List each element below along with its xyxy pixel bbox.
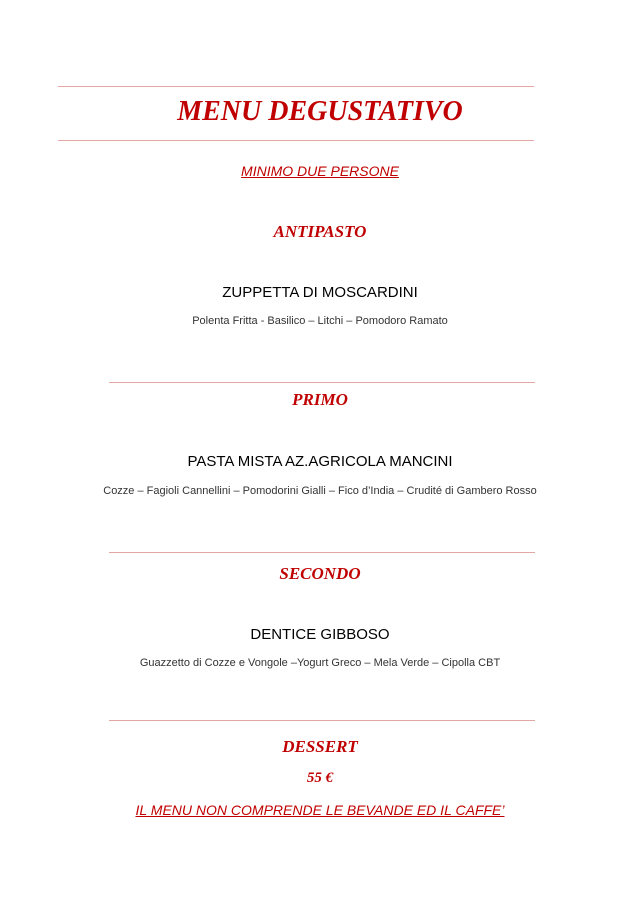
section-divider-secondo (109, 552, 535, 553)
dish-name-secondo: DENTICE GIBBOSO (250, 626, 390, 643)
title-top-rule (58, 86, 534, 87)
dish-description-primo: Cozze – Fagioli Cannellini – Pomodorini Gialli – Fico d’India – Crudité di Gambero Rosso (103, 485, 537, 497)
section-heading-dessert: DESSERT (282, 737, 358, 756)
dish-description-antipasto: Polenta Fritta - Basilico – Litchi – Pomodoro Ramato (192, 315, 448, 327)
section-divider-dessert (109, 720, 535, 721)
menu-subtitle: MINIMO DUE PERSONE (241, 163, 399, 179)
section-heading-secondo: SECONDO (279, 564, 361, 583)
menu-price: 55 € (306, 770, 334, 786)
menu-title: MENU DEGUSTATIVO (177, 96, 463, 127)
title-bottom-rule (58, 140, 534, 141)
drinks-note: IL MENU NON COMPRENDE LE BEVANDE ED IL CAFFE’ (135, 802, 505, 818)
section-heading-primo: PRIMO (292, 390, 348, 409)
dish-name-primo: PASTA MISTA AZ.AGRICOLA MANCINI (187, 453, 453, 470)
dish-description-secondo: Guazzetto di Cozze e Vongole –Yogurt Greco – Mela Verde – Cipolla CBT (139, 657, 501, 669)
dish-name-antipasto: ZUPPETTA DI MOSCARDINI (222, 284, 418, 301)
section-heading-antipasto: ANTIPASTO (273, 222, 367, 241)
section-divider-primo (109, 382, 535, 383)
